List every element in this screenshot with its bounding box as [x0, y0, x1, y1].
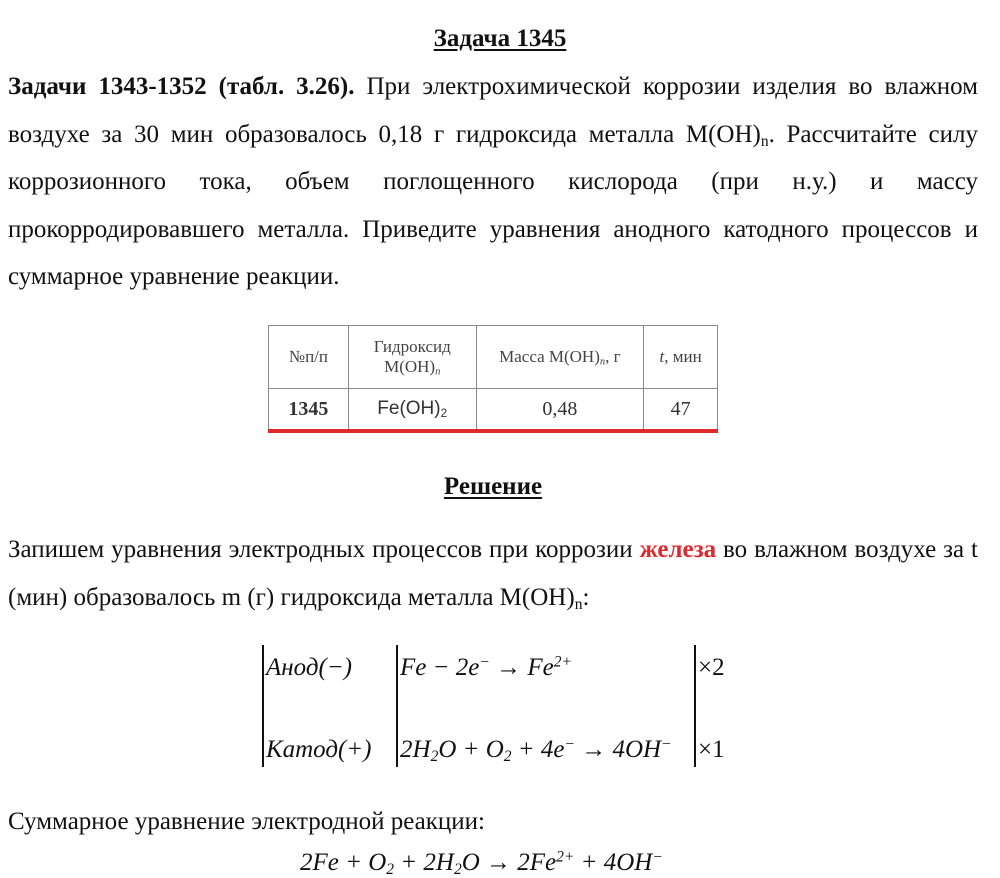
- table-accent-rule: [268, 429, 718, 433]
- header-hydroxide-line2: M(OH): [384, 357, 436, 376]
- summary-label: Суммарное уравнение электродной реакции:: [8, 808, 485, 835]
- solution-intro-text-2: во влажном воздухе за t (мин) образовалось m (г) гидроксида металла M(OH): [8, 536, 978, 611]
- anode-multiplier: ×2: [698, 654, 725, 681]
- anode-equation: [400, 653, 572, 683]
- anode-label: Анод(−): [266, 654, 353, 681]
- cathode-label: Катод(+): [266, 736, 372, 763]
- solution-intro-text: Запишем уравнения электродных процессов при коррозии: [8, 536, 640, 563]
- table-header-row: [269, 326, 718, 389]
- problem-statement: [8, 63, 978, 301]
- header-time: [644, 326, 718, 389]
- solution-intro-end: :: [582, 583, 590, 611]
- electrode-equations: [262, 645, 732, 770]
- anode-eq-arrow: → Fe: [489, 654, 554, 681]
- highlight-metal: железа: [639, 536, 717, 563]
- problem-text-end: . Рассчитайте силу коррозионного тока, объем поглощенного кислорода (при н.у.) и массу прокорродировавшего металла. Приведите уравнения анодного катодного процессов и суммарное уравнение реакции.: [8, 120, 979, 290]
- cell-hydroxide-formula: Fe(OH): [377, 398, 441, 419]
- anode-product-sup: 2+: [553, 653, 572, 671]
- bracket-middle: [396, 645, 398, 767]
- cathode-sub2: 2: [503, 747, 512, 765]
- cell-hydroxide: [348, 389, 476, 430]
- summary-equation: [300, 848, 663, 878]
- header-hydroxide-sub: n: [435, 366, 441, 378]
- problem-sub: n: [760, 132, 769, 150]
- summary-eq-c: O → 2Fe: [461, 849, 557, 876]
- cathode-sup2: −: [661, 735, 672, 753]
- summary-eq-a: 2Fe + O: [300, 849, 387, 876]
- bracket-right: [694, 645, 696, 767]
- problem-text: При электрохимической коррозии изделия во влажном воздухе за 30 мин образовалось 0,18 г гидроксида металла M(OH): [8, 73, 978, 148]
- cell-time: 47: [644, 389, 718, 430]
- cathode-eq-c: + 4e: [511, 736, 565, 763]
- header-mass-unit: , г: [605, 347, 621, 366]
- cathode-sup1: −: [564, 735, 575, 753]
- anode-eq-sup: −: [479, 653, 490, 671]
- problem-lead: Задачи 1343-1352 (табл. 3.26).: [8, 73, 355, 100]
- data-table: [268, 325, 718, 430]
- cathode-eq-a: 2H: [400, 736, 431, 763]
- cathode-multiplier: ×1: [698, 736, 725, 763]
- header-mass-sub: n: [599, 356, 606, 368]
- summary-sup2: −: [652, 848, 663, 866]
- cathode-eq-b: O + O: [438, 736, 504, 763]
- cathode-equation: [400, 735, 672, 765]
- anode-eq-part: Fe − 2e: [400, 654, 480, 681]
- summary-sub1: 2: [386, 860, 395, 878]
- table-row: [269, 389, 718, 430]
- cell-mass: 0,48: [476, 389, 644, 430]
- summary-eq-b: + 2H: [394, 849, 454, 876]
- solution-intro: [8, 526, 978, 621]
- data-table-container: [268, 325, 718, 430]
- summary-sub2: 2: [453, 860, 462, 878]
- solution-title: Решение: [443, 473, 543, 500]
- header-hydroxide-line1: Гидроксид: [373, 337, 451, 356]
- cathode-sub1: 2: [430, 747, 439, 765]
- cell-hydroxide-sub: 2: [440, 406, 448, 420]
- summary-sup1: 2+: [556, 848, 575, 866]
- page-title: Задача 1345: [433, 25, 567, 52]
- cathode-eq-d: → 4OH: [574, 736, 662, 763]
- header-time-var: t: [659, 347, 665, 366]
- summary-eq-d: + 4OH: [574, 849, 653, 876]
- header-mass: [476, 326, 644, 389]
- cell-number: 1345: [269, 389, 349, 430]
- header-hydroxide: [348, 326, 476, 389]
- bracket-left: [262, 645, 264, 767]
- header-mass-label: Масса M(OH): [499, 347, 600, 366]
- header-time-unit: , мин: [664, 347, 702, 366]
- header-number: №п/п: [269, 326, 349, 389]
- solution-intro-sub: n: [574, 595, 583, 613]
